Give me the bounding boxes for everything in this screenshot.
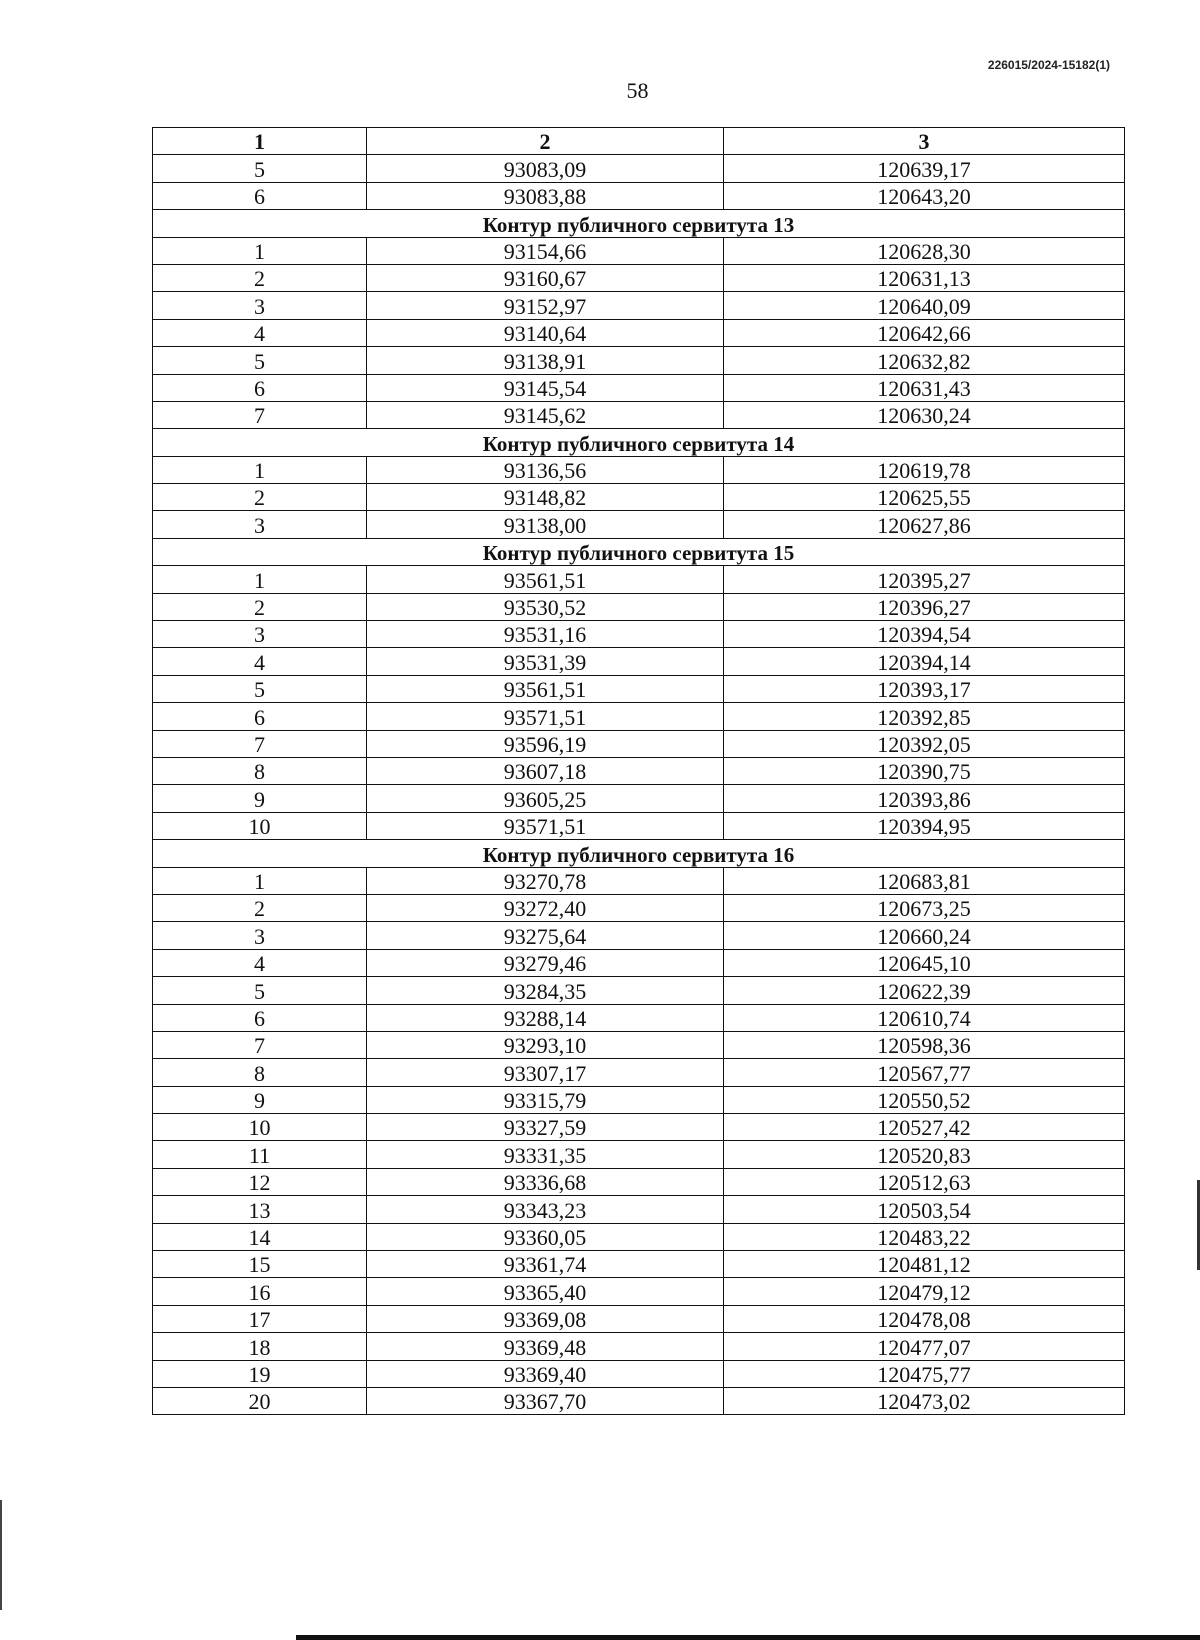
table-row — [153, 155, 1125, 182]
table-row — [153, 1387, 1125, 1414]
x-coordinate-cell: 93607,18 — [367, 757, 724, 784]
x-coordinate-cell: 93343,23 — [367, 1196, 724, 1223]
x-coordinate-cell: 93315,79 — [367, 1086, 724, 1113]
point-number-cell: 9 — [153, 785, 367, 812]
table-row — [153, 1360, 1125, 1387]
document-id: 226015/2024-15182(1) — [987, 58, 1110, 72]
x-coordinate-cell: 93272,40 — [367, 894, 724, 921]
table-row — [153, 484, 1125, 511]
point-number-cell: 4 — [153, 949, 367, 976]
y-coordinate-cell: 120520,83 — [724, 1141, 1125, 1168]
point-number-cell: 4 — [153, 648, 367, 675]
point-number-cell: 14 — [153, 1223, 367, 1250]
table-row — [153, 922, 1125, 949]
table-row — [153, 1059, 1125, 1086]
table-row — [153, 812, 1125, 839]
x-coordinate-cell: 93138,00 — [367, 511, 724, 538]
table-row — [153, 456, 1125, 483]
x-coordinate-cell: 93327,59 — [367, 1114, 724, 1141]
table-row — [153, 977, 1125, 1004]
point-number-cell: 10 — [153, 1114, 367, 1141]
x-coordinate-cell: 93361,74 — [367, 1251, 724, 1278]
y-coordinate-cell: 120631,43 — [724, 374, 1125, 401]
y-coordinate-cell: 120479,12 — [724, 1278, 1125, 1305]
table-row — [153, 264, 1125, 291]
y-coordinate-cell: 120628,30 — [724, 237, 1125, 264]
table-row — [153, 1223, 1125, 1250]
table-row — [153, 401, 1125, 428]
y-coordinate-cell: 120683,81 — [724, 867, 1125, 894]
y-coordinate-cell: 120483,22 — [724, 1223, 1125, 1250]
point-number-cell: 2 — [153, 593, 367, 620]
table-row — [153, 1004, 1125, 1031]
section-header-row — [153, 210, 1125, 237]
section-title: Контур публичного сервитута 13 — [153, 210, 1125, 237]
x-coordinate-cell: 93561,51 — [367, 675, 724, 702]
table-row — [153, 511, 1125, 538]
point-number-cell: 2 — [153, 894, 367, 921]
table-row — [153, 1086, 1125, 1113]
table-row — [153, 675, 1125, 702]
point-number-cell: 11 — [153, 1141, 367, 1168]
table-row — [153, 182, 1125, 209]
x-coordinate-cell: 93140,64 — [367, 319, 724, 346]
table-row — [153, 1305, 1125, 1332]
y-coordinate-cell: 120631,13 — [724, 264, 1125, 291]
table-row — [153, 292, 1125, 319]
x-coordinate-cell: 93571,51 — [367, 703, 724, 730]
y-coordinate-cell: 120660,24 — [724, 922, 1125, 949]
point-number-cell: 4 — [153, 319, 367, 346]
table-row — [153, 374, 1125, 401]
y-coordinate-cell: 120645,10 — [724, 949, 1125, 976]
x-coordinate-cell: 93136,56 — [367, 456, 724, 483]
y-coordinate-cell: 120598,36 — [724, 1031, 1125, 1058]
column-header-2: 2 — [367, 128, 724, 155]
point-number-cell: 8 — [153, 757, 367, 784]
point-number-cell: 1 — [153, 456, 367, 483]
x-coordinate-cell: 93270,78 — [367, 867, 724, 894]
y-coordinate-cell: 120396,27 — [724, 593, 1125, 620]
point-number-cell: 17 — [153, 1305, 367, 1332]
y-coordinate-cell: 120673,25 — [724, 894, 1125, 921]
table-row — [153, 566, 1125, 593]
point-number-cell: 20 — [153, 1387, 367, 1414]
y-coordinate-cell: 120625,55 — [724, 484, 1125, 511]
x-coordinate-cell: 93331,35 — [367, 1141, 724, 1168]
table-row — [153, 1196, 1125, 1223]
point-number-cell: 6 — [153, 703, 367, 730]
column-header-3: 3 — [724, 128, 1125, 155]
table-row — [153, 1251, 1125, 1278]
x-coordinate-cell: 93288,14 — [367, 1004, 724, 1031]
table-row — [153, 237, 1125, 264]
x-coordinate-cell: 93145,54 — [367, 374, 724, 401]
y-coordinate-cell: 120390,75 — [724, 757, 1125, 784]
x-coordinate-cell: 93531,39 — [367, 648, 724, 675]
y-coordinate-cell: 120610,74 — [724, 1004, 1125, 1031]
y-coordinate-cell: 120477,07 — [724, 1333, 1125, 1360]
x-coordinate-cell: 93154,66 — [367, 237, 724, 264]
x-coordinate-cell: 93369,08 — [367, 1305, 724, 1332]
y-coordinate-cell: 120512,63 — [724, 1168, 1125, 1195]
y-coordinate-cell: 120503,54 — [724, 1196, 1125, 1223]
table-row — [153, 894, 1125, 921]
column-header-1: 1 — [153, 128, 367, 155]
point-number-cell: 7 — [153, 401, 367, 428]
section-title: Контур публичного сервитута 16 — [153, 840, 1125, 867]
x-coordinate-cell: 93152,97 — [367, 292, 724, 319]
y-coordinate-cell: 120550,52 — [724, 1086, 1125, 1113]
table-row — [153, 867, 1125, 894]
x-coordinate-cell: 93530,52 — [367, 593, 724, 620]
point-number-cell: 6 — [153, 1004, 367, 1031]
table-row — [153, 621, 1125, 648]
x-coordinate-cell: 93369,40 — [367, 1360, 724, 1387]
table-row — [153, 319, 1125, 346]
point-number-cell: 15 — [153, 1251, 367, 1278]
table-row — [153, 949, 1125, 976]
y-coordinate-cell: 120394,95 — [724, 812, 1125, 839]
y-coordinate-cell: 120393,17 — [724, 675, 1125, 702]
point-number-cell: 3 — [153, 511, 367, 538]
x-coordinate-cell: 93275,64 — [367, 922, 724, 949]
x-coordinate-cell: 93369,48 — [367, 1333, 724, 1360]
x-coordinate-cell: 93605,25 — [367, 785, 724, 812]
point-number-cell: 8 — [153, 1059, 367, 1086]
table-row — [153, 703, 1125, 730]
section-title: Контур публичного сервитута 14 — [153, 429, 1125, 456]
point-number-cell: 9 — [153, 1086, 367, 1113]
point-number-cell: 5 — [153, 155, 367, 182]
point-number-cell: 6 — [153, 374, 367, 401]
section-title: Контур публичного сервитута 15 — [153, 538, 1125, 565]
point-number-cell: 2 — [153, 264, 367, 291]
scan-edge-line — [296, 1635, 1200, 1640]
coordinates-table-container — [152, 127, 1124, 1415]
x-coordinate-cell: 93365,40 — [367, 1278, 724, 1305]
table-row — [153, 1031, 1125, 1058]
x-coordinate-cell: 93293,10 — [367, 1031, 724, 1058]
point-number-cell: 1 — [153, 566, 367, 593]
y-coordinate-cell: 120640,09 — [724, 292, 1125, 319]
y-coordinate-cell: 120392,05 — [724, 730, 1125, 757]
x-coordinate-cell: 93284,35 — [367, 977, 724, 1004]
header-row — [153, 128, 1125, 155]
y-coordinate-cell: 120632,82 — [724, 347, 1125, 374]
point-number-cell: 18 — [153, 1333, 367, 1360]
y-coordinate-cell: 120475,77 — [724, 1360, 1125, 1387]
section-header-row — [153, 840, 1125, 867]
x-coordinate-cell: 93083,09 — [367, 155, 724, 182]
table-row — [153, 347, 1125, 374]
point-number-cell: 7 — [153, 730, 367, 757]
section-header-row — [153, 429, 1125, 456]
point-number-cell: 3 — [153, 922, 367, 949]
x-coordinate-cell: 93531,16 — [367, 621, 724, 648]
y-coordinate-cell: 120394,14 — [724, 648, 1125, 675]
y-coordinate-cell: 120627,86 — [724, 511, 1125, 538]
table-row — [153, 730, 1125, 757]
x-coordinate-cell: 93083,88 — [367, 182, 724, 209]
y-coordinate-cell: 120642,66 — [724, 319, 1125, 346]
x-coordinate-cell: 93279,46 — [367, 949, 724, 976]
point-number-cell: 16 — [153, 1278, 367, 1305]
y-coordinate-cell: 120481,12 — [724, 1251, 1125, 1278]
y-coordinate-cell: 120643,20 — [724, 182, 1125, 209]
y-coordinate-cell: 120622,39 — [724, 977, 1125, 1004]
point-number-cell: 10 — [153, 812, 367, 839]
point-number-cell: 3 — [153, 292, 367, 319]
y-coordinate-cell: 120393,86 — [724, 785, 1125, 812]
y-coordinate-cell: 120619,78 — [724, 456, 1125, 483]
x-coordinate-cell: 93148,82 — [367, 484, 724, 511]
x-coordinate-cell: 93360,05 — [367, 1223, 724, 1250]
y-coordinate-cell: 120395,27 — [724, 566, 1125, 593]
point-number-cell: 3 — [153, 621, 367, 648]
table-row — [153, 1141, 1125, 1168]
y-coordinate-cell: 120392,85 — [724, 703, 1125, 730]
x-coordinate-cell: 93367,70 — [367, 1387, 724, 1414]
point-number-cell: 1 — [153, 867, 367, 894]
x-coordinate-cell: 93571,51 — [367, 812, 724, 839]
point-number-cell: 1 — [153, 237, 367, 264]
y-coordinate-cell: 120473,02 — [724, 1387, 1125, 1414]
x-coordinate-cell: 93138,91 — [367, 347, 724, 374]
section-header-row — [153, 538, 1125, 565]
x-coordinate-cell: 93336,68 — [367, 1168, 724, 1195]
table-row — [153, 1333, 1125, 1360]
point-number-cell: 6 — [153, 182, 367, 209]
table-row — [153, 757, 1125, 784]
page-number: 58 — [626, 78, 649, 103]
scan-edge-mark-left — [0, 1500, 2, 1610]
x-coordinate-cell: 93160,67 — [367, 264, 724, 291]
x-coordinate-cell: 93596,19 — [367, 730, 724, 757]
table-row — [153, 785, 1125, 812]
table-row — [153, 1168, 1125, 1195]
point-number-cell: 13 — [153, 1196, 367, 1223]
y-coordinate-cell: 120478,08 — [724, 1305, 1125, 1332]
point-number-cell: 2 — [153, 484, 367, 511]
point-number-cell: 5 — [153, 675, 367, 702]
x-coordinate-cell: 93145,62 — [367, 401, 724, 428]
point-number-cell: 5 — [153, 347, 367, 374]
coordinates-table — [152, 127, 1125, 1415]
table-row — [153, 648, 1125, 675]
point-number-cell: 5 — [153, 977, 367, 1004]
y-coordinate-cell: 120630,24 — [724, 401, 1125, 428]
table-row — [153, 593, 1125, 620]
table-row — [153, 1278, 1125, 1305]
y-coordinate-cell: 120527,42 — [724, 1114, 1125, 1141]
y-coordinate-cell: 120567,77 — [724, 1059, 1125, 1086]
point-number-cell: 7 — [153, 1031, 367, 1058]
point-number-cell: 19 — [153, 1360, 367, 1387]
y-coordinate-cell: 120639,17 — [724, 155, 1125, 182]
table-row — [153, 1114, 1125, 1141]
x-coordinate-cell: 93307,17 — [367, 1059, 724, 1086]
table-body — [153, 155, 1125, 1415]
x-coordinate-cell: 93561,51 — [367, 566, 724, 593]
y-coordinate-cell: 120394,54 — [724, 621, 1125, 648]
point-number-cell: 12 — [153, 1168, 367, 1195]
